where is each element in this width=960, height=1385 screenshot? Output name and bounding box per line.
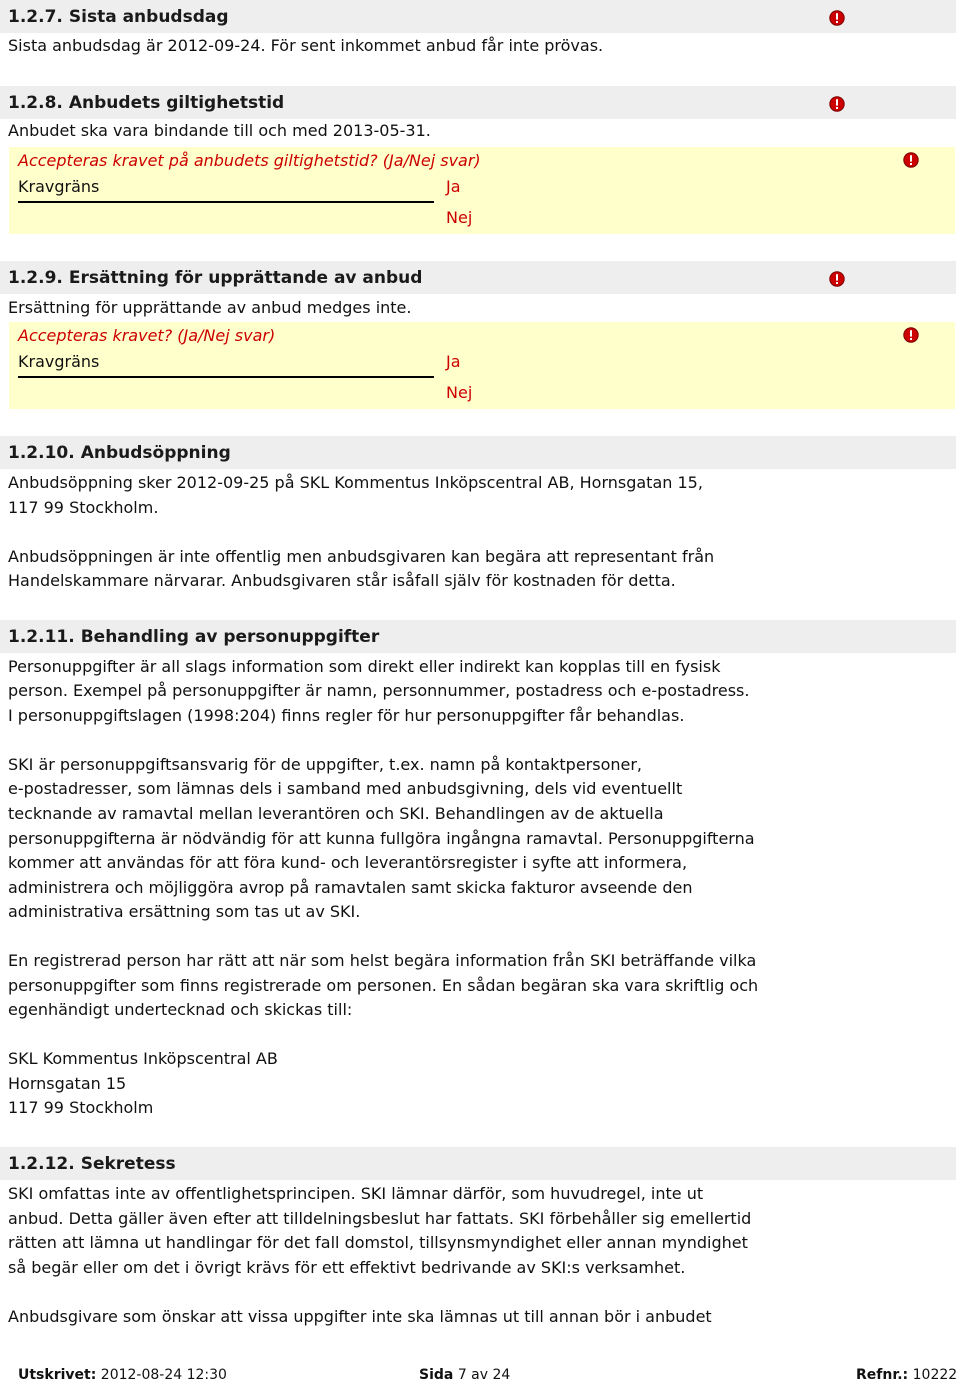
requirement-box — [9, 322, 955, 409]
section-title: Sekretess — [80, 1154, 176, 1174]
requirement-question: Accepteras kravet på anbudets giltighetstid? (Ja/Nej svar) — [18, 151, 481, 170]
requirement-box — [9, 147, 955, 234]
paragraph-line: egenhändigt undertecknad och skickas till: — [8, 1000, 353, 1019]
section-number: 1.2.10. — [8, 443, 75, 463]
page-number — [419, 1367, 510, 1383]
printed-value: 2012-08-24 12:30 — [100, 1367, 227, 1383]
section-title: Sista anbudsdag — [68, 7, 229, 27]
warning-icon — [829, 96, 845, 112]
page-footer — [0, 1365, 960, 1385]
reference-number — [856, 1367, 957, 1383]
requirement-question: Accepteras kravet? (Ja/Nej svar) — [18, 326, 276, 345]
page-value: 7 av 24 — [457, 1367, 511, 1383]
address-line: SKL Kommentus Inköpscentral AB — [8, 1049, 278, 1068]
warning-icon — [903, 327, 919, 343]
paragraph-line: administrera och möjliggöra avrop på ramavtalen samt skicka fakturor avseende den — [8, 878, 693, 897]
paragraph-line: Anbudet ska vara bindande till och med 2013-05-31. — [8, 121, 431, 140]
paragraph-line: SKI är personuppgiftsansvarig för de uppgifter, t.ex. namn på kontaktpersoner, — [8, 755, 643, 774]
section-number: 1.2.7. — [8, 7, 63, 27]
ref-label: Refnr.: — [856, 1367, 909, 1383]
requirement-limit-label: Kravgräns — [18, 352, 100, 371]
paragraph-line: Anbudsöppning sker 2012-09-25 på SKL Kommentus Inköpscentral AB, Hornsgatan 15, — [8, 473, 703, 492]
paragraph-line: personuppgifterna är nödvändig för att kunna fullgöra ingångna ramavtal. Personuppgifterna — [8, 829, 755, 848]
requirement-limit-line — [18, 376, 434, 378]
option-yes[interactable]: Ja — [446, 177, 461, 196]
ref-value: 10222 — [912, 1367, 958, 1383]
paragraph-line: Sista anbudsdag är 2012-09-24. För sent inkommet anbud får inte prövas. — [8, 36, 604, 55]
paragraph-line: tecknande av ramavtal mellan leverantören och SKI. Behandlingen av de aktuella — [8, 804, 664, 823]
address-line: 117 99 Stockholm — [8, 1098, 154, 1117]
section-title: Anbudets giltighetstid — [68, 93, 285, 113]
warning-icon — [903, 152, 919, 168]
paragraph-line: administrativa ersättning som tas ut av SKI. — [8, 902, 361, 921]
section-title: Behandling av personuppgifter — [80, 627, 380, 647]
paragraph-line: Anbudsöppningen är inte offentlig men anbudsgivaren kan begära att representant från — [8, 547, 715, 566]
paragraph-line: SKI omfattas inte av offentlighetsprincipen. SKI lämnar därför, som huvudregel, inte ut — [8, 1184, 704, 1203]
paragraph-line: så begär eller om det i övrigt krävs för ett effektivt bedrivande av SKI:s verksamhet. — [8, 1258, 686, 1277]
page-label: Sida — [419, 1367, 454, 1383]
paragraph-line: e-postadresser, som lämnas dels i samband med anbudsgivning, dels vid eventuellt — [8, 779, 683, 798]
requirement-limit-label: Kravgräns — [18, 177, 100, 196]
section-heading — [8, 1153, 176, 1175]
address-line: Hornsgatan 15 — [8, 1074, 127, 1093]
warning-icon — [829, 10, 845, 26]
paragraph-line: kommer att användas för att föra kund- och leverantörsregister i syfte att informera, — [8, 853, 688, 872]
section-heading — [8, 267, 422, 289]
paragraph-line: Ersättning för upprättande av anbud medges inte. — [8, 298, 412, 317]
paragraph-line: Anbudsgivare som önskar att vissa uppgifter inte ska lämnas ut till annan bör i anbudet — [8, 1307, 712, 1326]
section-heading — [8, 626, 379, 648]
section-number: 1.2.9. — [8, 268, 63, 288]
paragraph-line: 117 99 Stockholm. — [8, 498, 159, 517]
section-heading — [8, 6, 229, 28]
section-heading — [8, 442, 231, 464]
option-yes[interactable]: Ja — [446, 352, 461, 371]
section-title: Ersättning för upprättande av anbud — [68, 268, 423, 288]
section-number: 1.2.12. — [8, 1154, 75, 1174]
paragraph-line: Handelskammare närvarar. Anbudsgivaren står isåfall själv för kostnaden för detta. — [8, 571, 676, 590]
paragraph-line: I personuppgiftslagen (1998:204) finns regler för hur personuppgifter får behandlas. — [8, 706, 685, 725]
paragraph-line: En registrerad person har rätt att när som helst begära information från SKI beträffande vilka — [8, 951, 757, 970]
paragraph-line: rätten att lämna ut handlingar för det fall domstol, tillsynsmyndighet eller annan myndighet — [8, 1233, 748, 1252]
section-title: Anbudsöppning — [80, 443, 231, 463]
paragraph-line: person. Exempel på personuppgifter är namn, personnummer, postadress och e-postadress. — [8, 681, 750, 700]
paragraph-line: Personuppgifter är all slags information som direkt eller indirekt kan kopplas till en fysisk — [8, 657, 721, 676]
section-number: 1.2.11. — [8, 627, 75, 647]
section-number: 1.2.8. — [8, 93, 63, 113]
printed-date — [18, 1367, 227, 1383]
requirement-limit-line — [18, 201, 434, 203]
paragraph-line: personuppgifter som finns registrerade om personen. En sådan begäran ska vara skriftlig och — [8, 976, 759, 995]
paragraph-line: anbud. Detta gäller även efter att tilldelningsbeslut har fattats. SKI förbehåller sig emellertid — [8, 1209, 752, 1228]
option-no[interactable]: Nej — [446, 383, 473, 402]
section-heading — [8, 92, 284, 114]
printed-label: Utskrivet: — [18, 1367, 97, 1383]
warning-icon — [829, 271, 845, 287]
option-no[interactable]: Nej — [446, 208, 473, 227]
